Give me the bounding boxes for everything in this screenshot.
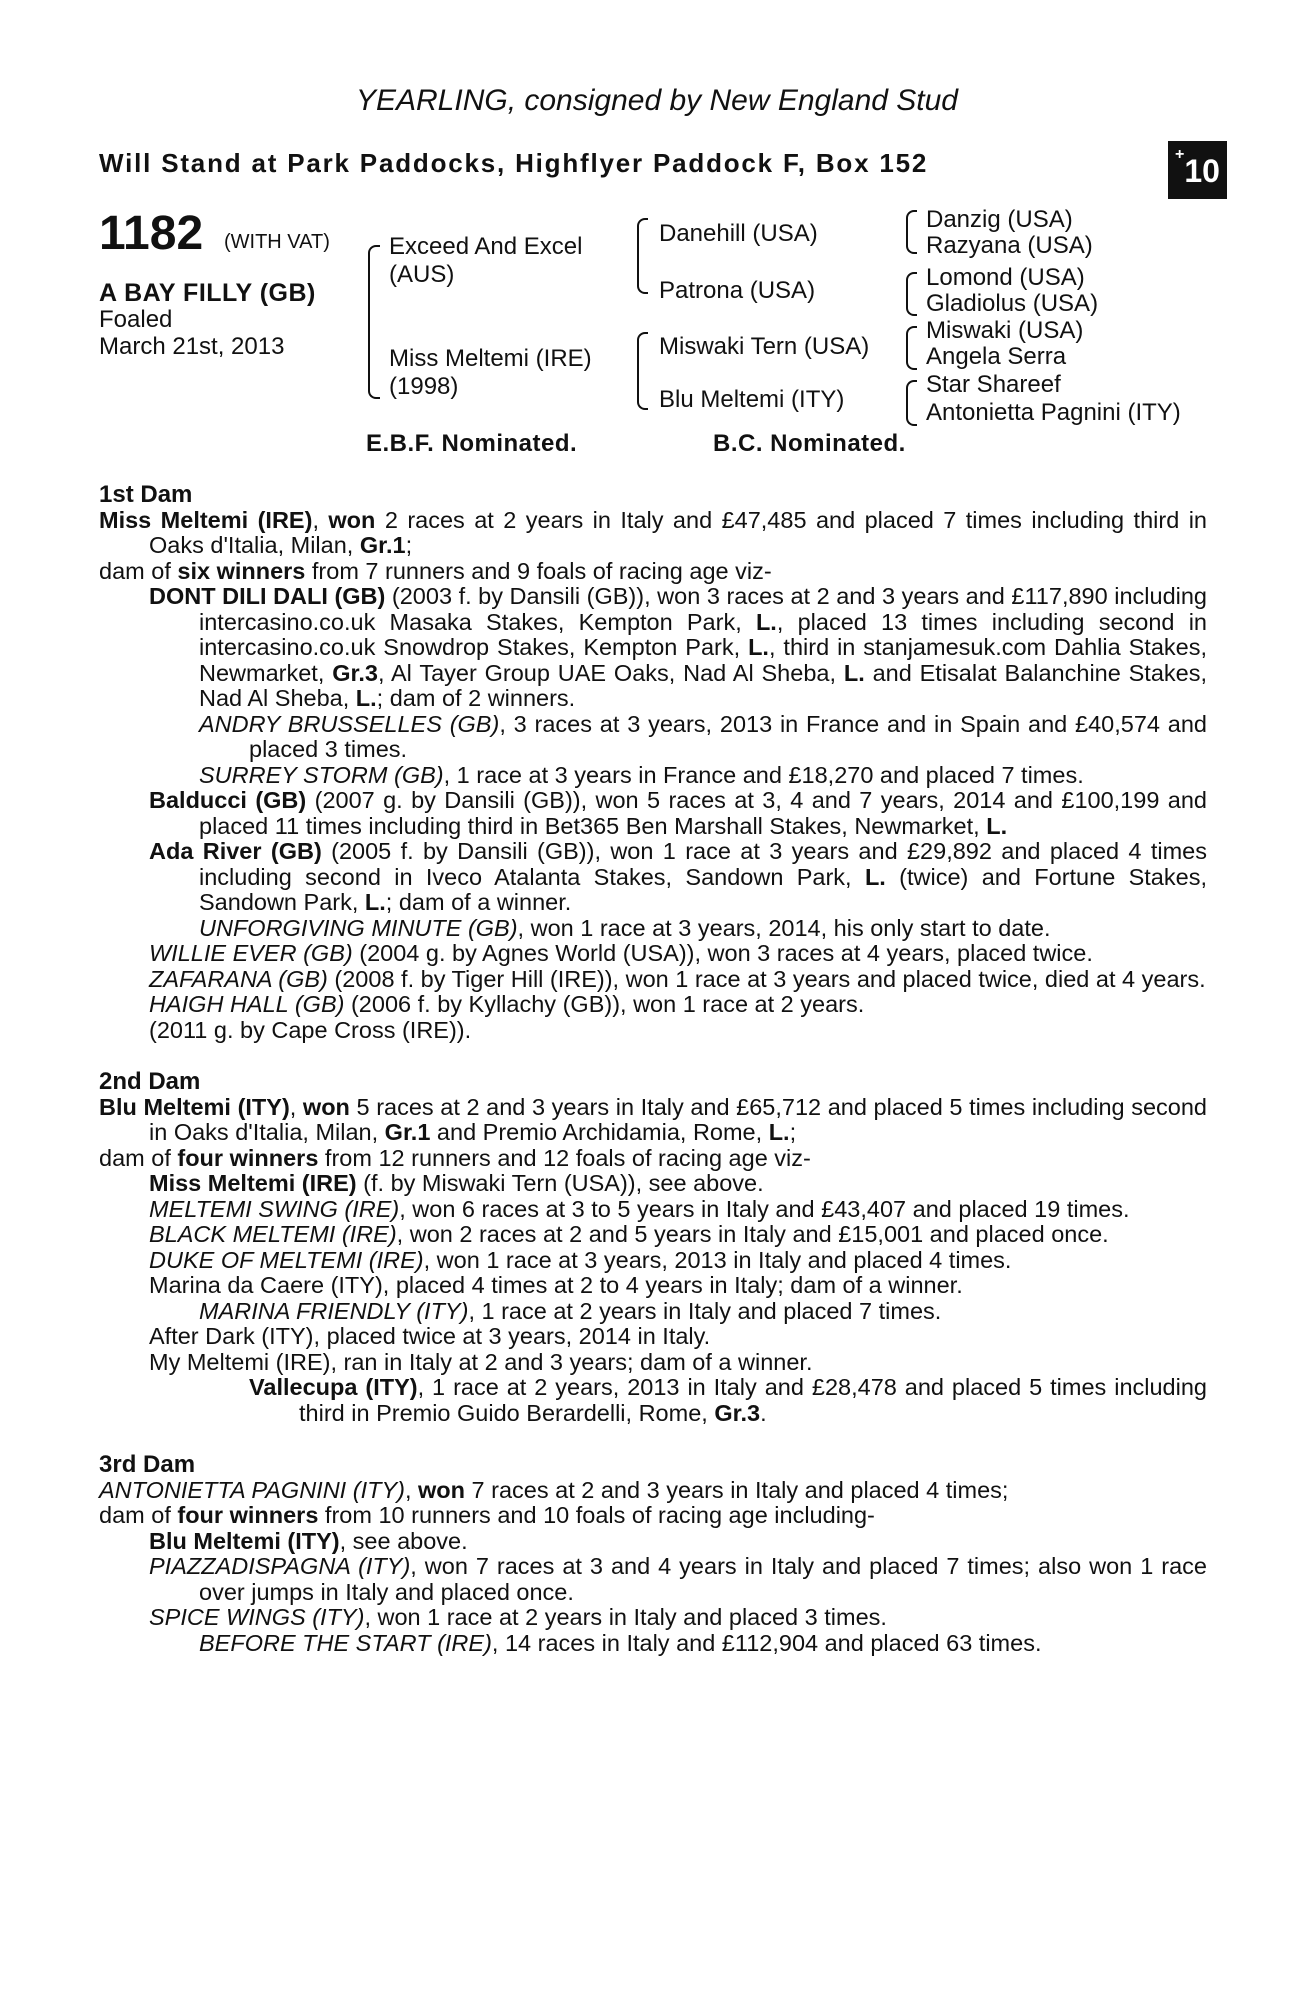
t: , see above. <box>339 1527 468 1554</box>
produce-entry <box>99 839 1207 916</box>
listed: L. <box>355 685 377 711</box>
produce-name: MARINA FRIENDLY (ITY) <box>199 1297 469 1324</box>
listed: L. <box>864 863 886 890</box>
gen3-ddd: Antonietta Pagnini (ITY) <box>926 399 1181 426</box>
t: , 1 race at 3 years in France and £18,270 and placed 7 times. <box>443 761 1084 788</box>
listed: L. <box>986 812 1008 839</box>
sire-name: Exceed And Excel <box>389 233 583 260</box>
badge-plus: + <box>1175 146 1185 163</box>
won-label: won <box>418 1476 466 1503</box>
produce-entry <box>99 992 1207 1018</box>
produce-name: SPICE WINGS (ITY) <box>149 1604 365 1630</box>
lot-badge <box>1168 141 1227 199</box>
t: , 3 races at 3 years, 2013 in France and in Spain and £40,574 and placed 3 times. <box>249 710 1207 762</box>
grade: Gr.1 <box>384 1119 431 1145</box>
dam-dam: Blu Meltemi (ITY) <box>659 386 845 413</box>
produce-entry <box>99 1605 1207 1631</box>
produce-name: Miss Meltemi (IRE) <box>149 1170 357 1196</box>
gen3-dds: Star Shareef <box>926 371 1061 398</box>
t: , placed 13 times including second in intercasino.co.uk Snowdrop Stakes, Kempton Park, <box>199 608 1207 660</box>
dam-year: (1998) <box>389 373 459 400</box>
produce-entry <box>99 788 1207 839</box>
t: 5 races at 2 and 3 years in Italy and £65,712 and placed 5 times including second in Oaks d'Italia, Milan, <box>149 1093 1207 1145</box>
t: (f. by Miswaki Tern (USA)), see above. <box>356 1170 764 1196</box>
t: , Al Tayer Group UAE Oaks, Nad Al Sheba, <box>377 659 844 686</box>
t: (2003 f. by Dansili (GB)), won 3 races at 2 and 3 years and £117,890 including intercasino.co.uk Masaka Stakes, Kempton Park, <box>199 583 1207 635</box>
produce-name: DUKE OF MELTEMI (IRE) <box>149 1246 424 1273</box>
gen3-bracket-4 <box>906 380 917 426</box>
lot-number: 1182 <box>99 207 204 260</box>
bc-nominated: B.C. Nominated. <box>713 430 906 457</box>
gen3-bracket-3 <box>906 326 917 370</box>
produce-name: Blu Meltemi (ITY) <box>149 1527 340 1554</box>
dam-name: Miss Meltemi (IRE) <box>389 345 592 372</box>
produce-entry <box>99 941 1207 967</box>
t: , third in stanjamesuk.com Dahlia Stakes, Newmarket, <box>199 634 1207 686</box>
listed: L. <box>364 889 386 915</box>
grand-produce-entry <box>99 1299 1207 1325</box>
t: (2008 f. by Tiger Hill (IRE)), won 1 race at 3 years and placed twice, died at 4 years. <box>327 965 1206 992</box>
t: from 12 runners and 12 foals of racing age viz- <box>318 1144 811 1171</box>
t: (twice) and Fortune Stakes, Sandown Park, <box>199 863 1207 915</box>
produce-entry: My Meltemi (IRE), ran in Italy at 2 and 3 years; dam of a winner. <box>149 1348 813 1375</box>
first-dam-heading: 1st Dam <box>99 481 193 508</box>
won-label: won <box>302 1093 350 1120</box>
produce-name: HAIGH HALL (GB) <box>149 991 345 1017</box>
first-dam-produce-summary <box>99 559 1207 585</box>
t: (2005 f. by Dansili (GB)), won 1 race at 3 years and £29,892 and placed 4 times including second in Iveco Atalanta Stakes, Sandown Park, <box>199 838 1207 890</box>
winners-count: six winners <box>177 557 306 584</box>
grand-produce-entry <box>99 763 1207 789</box>
produce-entry: Marina da Caere (ITY), placed 4 times at 2 to 4 years in Italy; dam of a winner. <box>149 1272 963 1298</box>
t: ; <box>789 1119 797 1145</box>
t: (2006 f. by Kyllachy (GB)), won 1 race at 2 years. <box>344 991 865 1017</box>
grand-produce-entry <box>99 712 1207 763</box>
t: , <box>404 1476 419 1503</box>
produce-name: Balducci (GB) <box>149 787 307 813</box>
t: , 1 race at 2 years, 2013 in Italy and £28,478 and placed 5 times including third in Premio Guido Berardelli, Rome, <box>299 1374 1207 1426</box>
grade: Gr.1 <box>359 532 406 558</box>
badge-number: 10 <box>1184 153 1220 189</box>
produce-entry <box>99 1222 1207 1248</box>
grade: Gr.3 <box>714 1399 761 1426</box>
gen3-dss: Miswaki (USA) <box>926 317 1084 344</box>
produce-name: SURREY STORM (GB) <box>199 761 444 788</box>
first-dam-name: Miss Meltemi (IRE) <box>99 506 313 533</box>
produce-name: PIAZZADISPAGNA (ITY) <box>149 1553 411 1579</box>
produce-entry <box>99 1248 1207 1274</box>
t: , 14 races in Italy and £112,904 and placed 63 times. <box>491 1629 1042 1656</box>
t: (2004 g. by Agnes World (USA)), won 3 races at 4 years, placed twice. <box>352 940 1093 966</box>
listed: L. <box>748 634 769 660</box>
t: dam of <box>99 1502 178 1528</box>
dam-line-bracket <box>637 332 648 410</box>
gen3-dsd: Angela Serra <box>926 343 1067 370</box>
produce-entry <box>99 967 1207 993</box>
vat-label: (WITH VAT) <box>224 231 330 253</box>
gen3-sdd: Gladiolus (USA) <box>926 290 1099 317</box>
produce-entry <box>99 1554 1207 1605</box>
produce-entry <box>99 1197 1207 1223</box>
third-dam-produce-summary <box>99 1503 1207 1529</box>
listed: L. <box>755 608 777 635</box>
produce-entry <box>99 1171 1207 1197</box>
ebf-nominated: E.B.F. Nominated. <box>366 430 578 457</box>
second-dam-name: Blu Meltemi (ITY) <box>99 1093 290 1120</box>
grand-produce-entry <box>99 916 1207 942</box>
t: and Etisalat Balanchine Stakes, Nad Al Sheba, <box>199 659 1208 711</box>
produce-entry: (2011 g. by Cape Cross (IRE)). <box>149 1016 472 1043</box>
t: 2 races at 2 years in Italy and £47,485 and placed 7 times including third in Oaks d'Italia, Milan, <box>149 506 1207 558</box>
consignment-title: YEARLING, consigned by New England Stud <box>355 84 958 117</box>
section-gap <box>99 1043 1207 1069</box>
horse-description: A BAY FILLY (GB) <box>99 279 316 307</box>
t: ; dam of 2 winners. <box>376 685 576 711</box>
second-dam-produce-summary <box>99 1146 1207 1172</box>
produce-name: ZAFARANA (GB) <box>149 965 328 992</box>
produce-entry <box>99 1529 1207 1555</box>
t: , won 1 race at 3 years, 2013 in Italy and placed 4 times. <box>423 1246 1012 1273</box>
t: , won 1 race at 2 years in Italy and placed 3 times. <box>364 1604 887 1630</box>
sire-dam: Patrona (USA) <box>659 277 816 304</box>
winners-count: four winners <box>177 1502 319 1528</box>
listed: L. <box>843 659 865 686</box>
sire-country: (AUS) <box>389 261 455 288</box>
first-dam-section <box>99 482 1207 1656</box>
t: . <box>760 1399 767 1426</box>
gen3-sss: Danzig (USA) <box>926 206 1073 233</box>
grand-produce-entry <box>99 1375 1207 1426</box>
grand-produce-entry <box>99 1631 1207 1657</box>
section-gap <box>99 1426 1207 1452</box>
gen3-ssd: Razyana (USA) <box>926 232 1093 259</box>
t: , won 2 races at 2 and 5 years in Italy and £15,001 and placed once. <box>396 1221 1109 1247</box>
produce-name: DONT DILI DALI (GB) <box>149 583 386 609</box>
t: , won 7 races at 3 and 4 years in Italy and placed 7 times; also won 1 race over jumps in Italy and placed once. <box>199 1553 1207 1605</box>
third-dam-name: ANTONIETTA PAGNINI (ITY) <box>99 1476 405 1503</box>
produce-entry: After Dark (ITY), placed twice at 3 years, 2014 in Italy. <box>149 1323 711 1349</box>
foaled-date: March 21st, 2013 <box>99 333 285 360</box>
produce-name: Ada River (GB) <box>149 838 322 864</box>
first-dam-record <box>99 508 1207 559</box>
gen3-bracket-1 <box>906 210 917 254</box>
t: , <box>289 1093 303 1120</box>
t: dam of <box>99 1144 178 1171</box>
produce-name: BLACK MELTEMI (IRE) <box>149 1221 397 1247</box>
produce-name: Vallecupa (ITY) <box>249 1374 418 1400</box>
gen3-sds: Lomond (USA) <box>926 264 1085 291</box>
t: , won 6 races at 3 to 5 years in Italy and £43,407 and placed 19 times. <box>399 1195 1130 1222</box>
t: ; <box>405 532 413 558</box>
won-label: won <box>328 506 376 533</box>
sire-dam-bracket <box>368 245 380 399</box>
listed: L. <box>768 1119 790 1145</box>
produce-name: MELTEMI SWING (IRE) <box>149 1195 400 1222</box>
t: 7 races at 2 and 3 years in Italy and placed 4 times; <box>465 1476 1009 1503</box>
t: (2007 g. by Dansili (GB)), won 5 races at 3, 4 and 7 years, 2014 and £100,199 and placed 11 times including third in Bet365 Ben Marshall Stakes, Newmarket, <box>199 787 1207 839</box>
dam-sire: Miswaki Tern (USA) <box>659 333 870 360</box>
third-dam-record <box>99 1478 1207 1504</box>
produce-name: UNFORGIVING MINUTE (GB) <box>199 914 518 941</box>
foaled-label: Foaled <box>99 306 173 333</box>
t: from 10 runners and 10 foals of racing age including- <box>318 1502 875 1528</box>
t: from 7 runners and 9 foals of racing age viz- <box>305 557 772 584</box>
t: ; dam of a winner. <box>385 889 572 915</box>
third-dam-heading: 3rd Dam <box>99 1451 196 1478</box>
t: dam of <box>99 557 178 584</box>
stand-location: Will Stand at Park Paddocks, Highflyer Paddock F, Box 152 <box>99 148 929 178</box>
second-dam-heading: 2nd Dam <box>99 1068 201 1095</box>
gen3-bracket-2 <box>906 272 917 316</box>
t: and Premio Archidamia, Rome, <box>430 1119 769 1145</box>
produce-name: ANDRY BRUSSELLES (GB) <box>199 710 500 737</box>
produce-name: BEFORE THE START (IRE) <box>199 1629 492 1656</box>
sire-sire: Danehill (USA) <box>659 220 818 247</box>
t: , <box>312 506 329 533</box>
produce-entry <box>99 584 1207 712</box>
second-dam-record <box>99 1095 1207 1146</box>
t: , 1 race at 2 years in Italy and placed 7 times. <box>468 1297 942 1324</box>
t: , won 1 race at 3 years, 2014, his only start to date. <box>517 914 1051 941</box>
grade: Gr.3 <box>332 659 378 686</box>
produce-name: WILLIE EVER (GB) <box>149 940 353 966</box>
winners-count: four winners <box>177 1144 319 1171</box>
sire-line-bracket <box>637 218 648 294</box>
